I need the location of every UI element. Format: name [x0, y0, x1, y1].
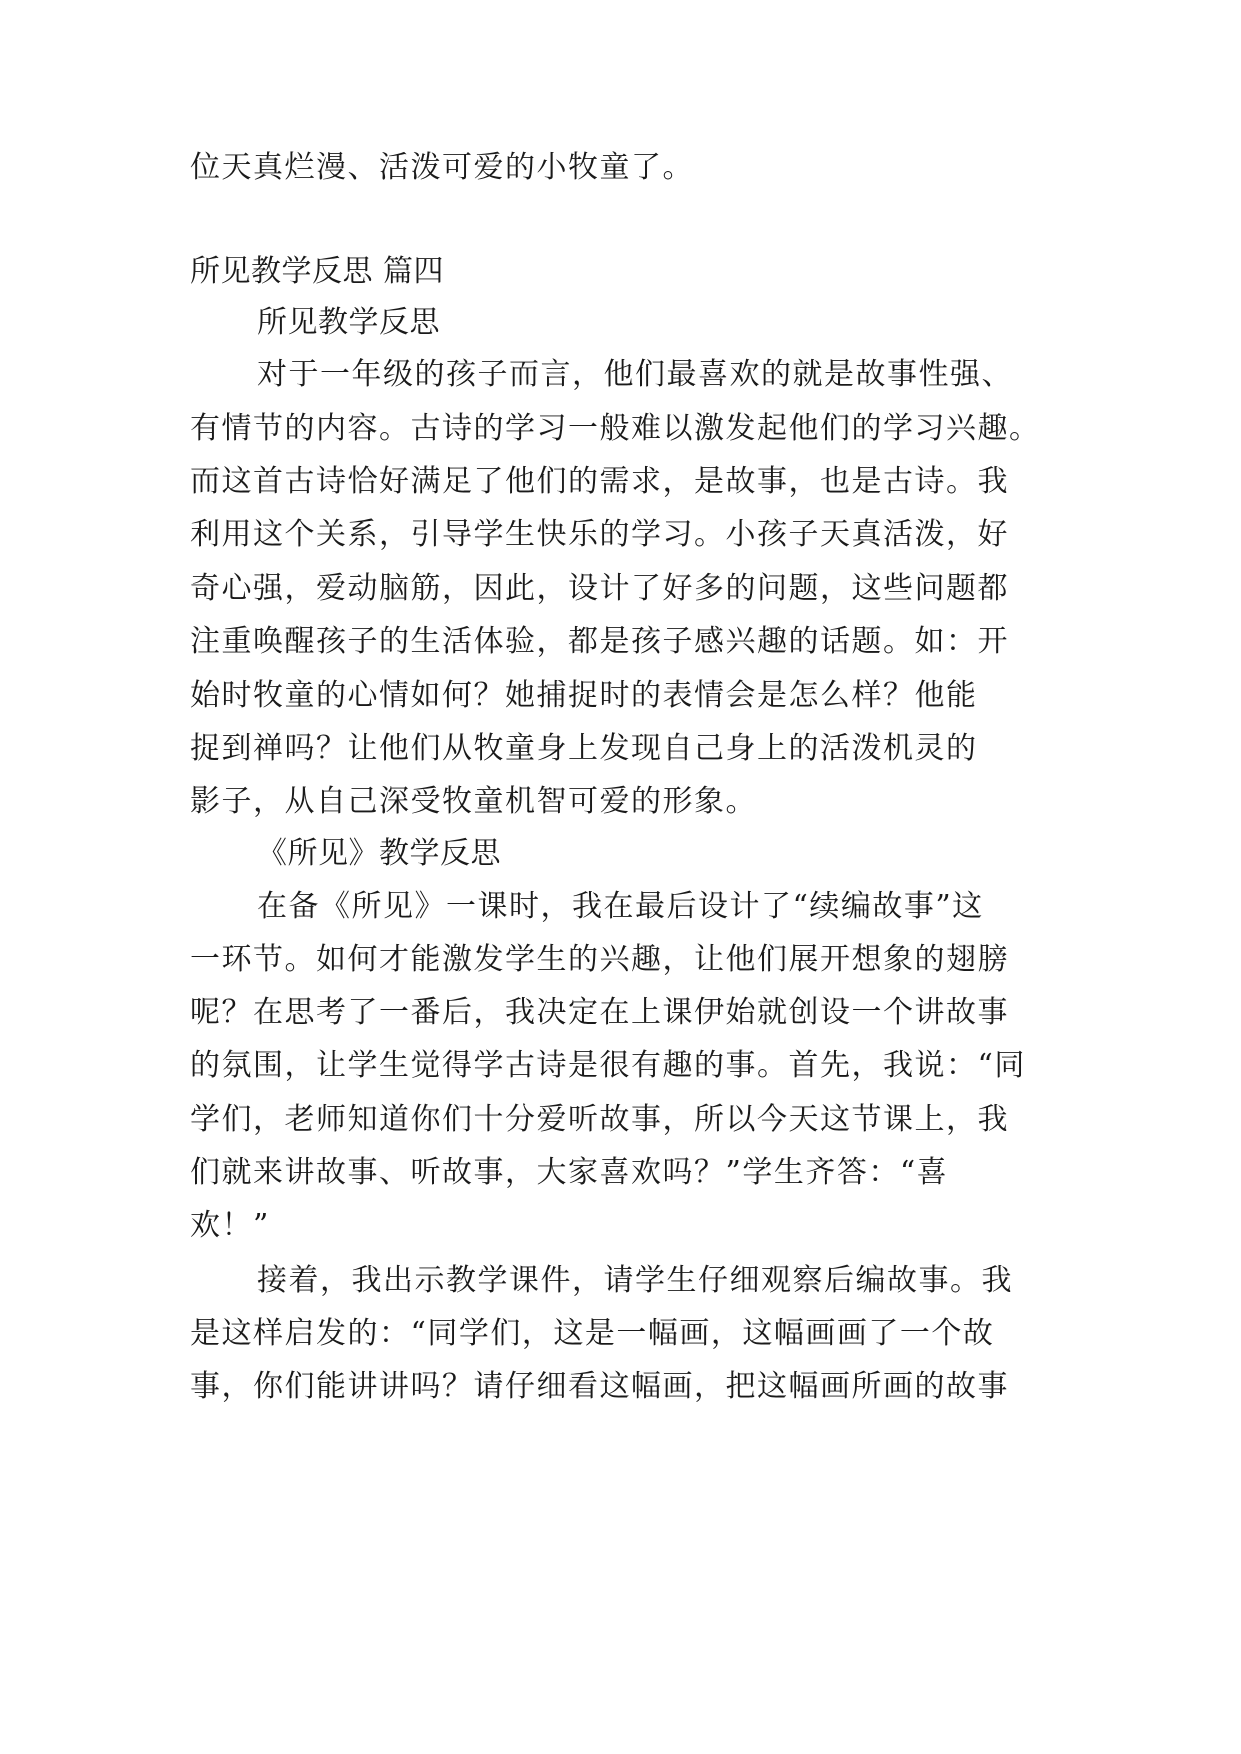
- text-line: 的氛围，让学生觉得学古诗是很有趣的事。首先，我说：“同: [190, 1048, 1026, 1083]
- text-line: 始时牧童的心情如何？她捕捉时的表情会是怎么样？他能: [190, 678, 978, 713]
- text-line: 呢？在思考了一番后，我决定在上课伊始就创设一个讲故事: [190, 995, 1009, 1030]
- text-line: 在备《所见》一课时，我在最后设计了“续编故事”这: [257, 889, 984, 924]
- text-line: 是这样启发的：“同学们，这是一幅画，这幅画画了一个故: [190, 1316, 995, 1351]
- subsection-title: 《所见》教学反思: [257, 836, 501, 871]
- text-line: 事，你们能讲讲吗？请仔细看这幅画，把这幅画所画的故事: [190, 1369, 1009, 1404]
- text-line: 奇心强，爱动脑筋，因此，设计了好多的问题，这些问题都: [190, 571, 1009, 606]
- section-title: 所见教学反思 篇四: [190, 254, 445, 289]
- text-line: 影子，从自己深受牧童机智可爱的形象。: [190, 784, 757, 819]
- text-line: 位天真烂漫、活泼可爱的小牧童了。: [190, 150, 694, 185]
- text-line: 有情节的内容。古诗的学习一般难以激发起他们的学习兴趣。: [190, 411, 1041, 446]
- subsection-title: 所见教学反思: [257, 305, 440, 340]
- text-line: 接着，我出示教学课件，请学生仔细观察后编故事。我: [257, 1263, 1013, 1298]
- text-line: 而这首古诗恰好满足了他们的需求，是故事，也是古诗。我: [190, 464, 1009, 499]
- text-line: 一环节。如何才能激发学生的兴趣，让他们展开想象的翅膀: [190, 942, 1009, 977]
- text-line: 利用这个关系，引导学生快乐的学习。小孩子天真活泼，好: [190, 517, 1009, 552]
- text-line: 欢！”: [190, 1208, 270, 1243]
- text-line: 们就来讲故事、听故事，大家喜欢吗？”学生齐答：“喜: [190, 1155, 949, 1190]
- text-line: 注重唤醒孩子的生活体验，都是孩子感兴趣的话题。如：开: [190, 624, 1009, 659]
- text-line: 捉到禅吗？让他们从牧童身上发现自己身上的活泼机灵的: [190, 731, 978, 766]
- text-line: 学们，老师知道你们十分爱听故事，所以今天这节课上，我: [190, 1102, 1009, 1137]
- text-line: 对于一年级的孩子而言，他们最喜欢的就是故事性强、: [257, 357, 1013, 392]
